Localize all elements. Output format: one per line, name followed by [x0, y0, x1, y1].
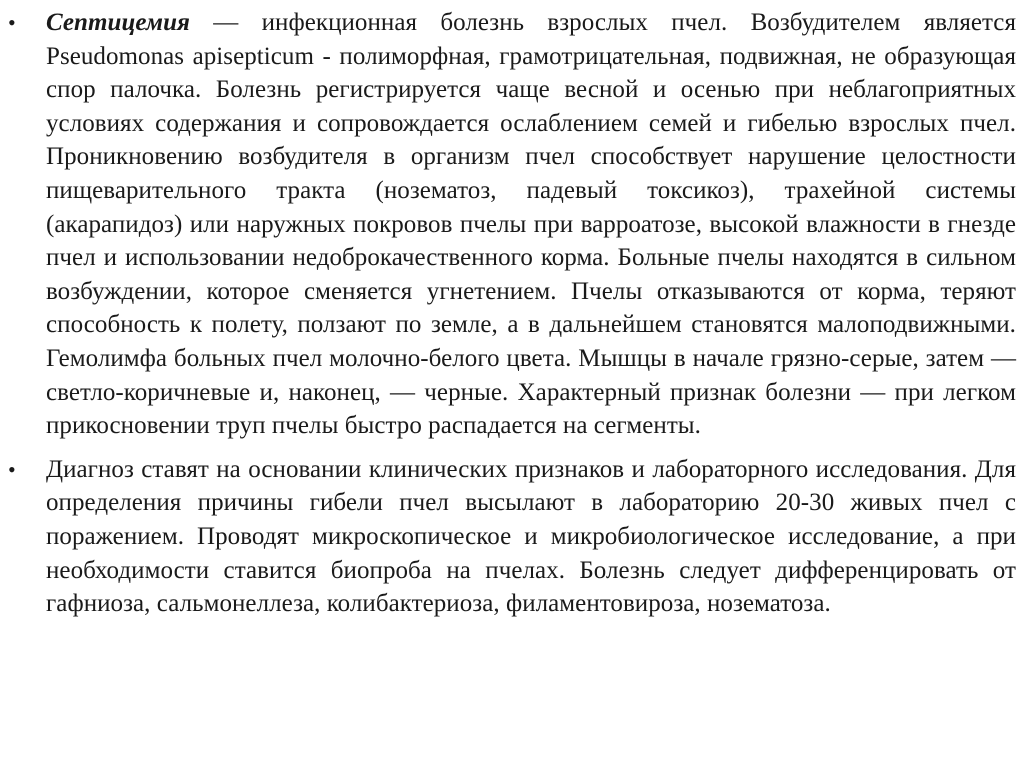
term-septicemia: Септицемия	[46, 9, 190, 36]
paragraph-septicemia	[46, 6, 1016, 443]
bullet-item-diagnosis	[0, 453, 1024, 621]
bullet-dot-icon: •	[8, 10, 16, 35]
bullet-list	[0, 6, 1024, 621]
paragraph-diagnosis-text: Диагноз ставят на основании клинических признаков и лабораторного исследования. Для определения причины гибели пчел высылают в лабораторию 20-30 живых пчел с поражением. Проводят микроскопическое и микробиологическое исследование, а при необходимости ставится биопроба на пчелах. Болезнь следует дифференцировать от гафниоза, сальмонеллеза, колибактериоза, филаментовироза, нозематоза.	[46, 455, 1016, 618]
paragraph-septicemia-text: — инфекционная болезнь взрослых пчел. Возбудителем является Pseudomonas apisepticum - полиморфная, грамотрицательная, подвижная, не образующая спор палочка. Болезнь регистрируется чаще весной и осенью при неблагоприятных условиях содержания и сопровождается ослаблением семей и гибелью взрослых пчел. Проникновению возбудителя в организм пчел способствует нарушение целостности пищеварительного тракта (нозематоз, падевый токсикоз), трахейной системы (акарапидоз) или наружных покровов пчелы при варроатозе, высокой влажности в гнезде пчел и использовании недоброкачественного корма. Больные пчелы находятся в сильном возбуждении, которое сменяется угнетением. Пчелы отказываются от корма, теряют способность к полету, ползают по земле, а в дальнейшем становятся малоподвижными. Гемолимфа больных пчел молочно-белого цвета. Мышцы в начале грязно-серые, затем — светло-коричневые и, наконец, — черные. Характерный признак болезни — при легком прикосновении труп пчелы быстро распадается на сегменты.	[46, 9, 1016, 440]
bullet-dot-icon: •	[8, 456, 16, 482]
bullet-item-septicemia	[0, 6, 1024, 443]
paragraph-diagnosis	[46, 453, 1016, 621]
